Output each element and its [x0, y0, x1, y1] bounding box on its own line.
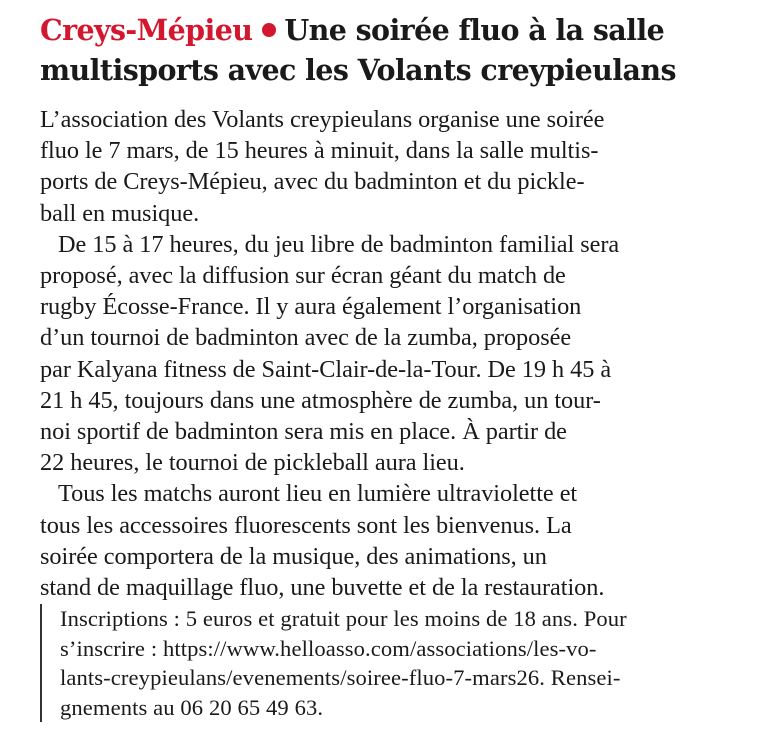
paragraph-3: [40, 478, 760, 603]
text-line: L’association des Volants creypieulans organise une soirée: [40, 106, 605, 133]
text-line: Tous les matchs auront lieu en lumière ultraviolette et: [58, 480, 578, 508]
text-line: proposé, avec la diffusion sur écran géant du match de: [40, 262, 566, 290]
text-line: stand de maquillage fluo, une buvette et de la restauration.: [40, 574, 605, 602]
article-body: [40, 104, 760, 603]
text-line: De 15 à 17 heures, du jeu libre de badminton familial sera: [58, 230, 620, 258]
paragraph-2: [40, 229, 760, 479]
info-line-phone: gnements au 06 20 65 49 63.: [60, 694, 324, 720]
article: [40, 10, 760, 603]
text-line: 21 h 45, toujours dans une atmosphère de zumba, un tour-: [40, 386, 601, 414]
text-line: d’un tournoi de badminton avec de la zumba, proposée: [40, 324, 572, 352]
info-line-with-url: s’inscrire : https://www.helloasso.com/associations/les-vo-: [60, 635, 597, 661]
text-line: rugby Écosse-France. Il y aura également l’organisation: [40, 293, 582, 321]
info-line-with-url: lants-creypieulans/evenements/soiree-fluo-7-mars26. Rensei-: [60, 665, 621, 690]
text-line: ports de Creys-Mépieu, avec du badminton et du pickle-: [40, 168, 585, 196]
text-line: par Kalyana fitness de Saint-Clair-de-la-Tour. De 19 h 45 à: [40, 355, 612, 383]
info-box: [40, 604, 760, 722]
headline-location: Creys-Mépieu: [40, 13, 253, 47]
headline-title-line-1: Une soirée fluo à la salle: [284, 13, 665, 47]
text-line: fluo le 7 mars, de 15 heures à minuit, dans la salle multis-: [40, 137, 599, 165]
text-line: soirée comportera de la musique, des animations, un: [40, 542, 547, 570]
text-line: 22 heures, le tournoi de pickleball aura lieu.: [40, 449, 465, 477]
text-line: tous les accessoires fluorescents sont les bienvenus. La: [40, 511, 572, 539]
text-line: noi sportif de badminton sera mis en place. À partir de: [40, 418, 567, 446]
paragraph-1: [40, 104, 760, 229]
text-line: ball en musique.: [40, 199, 200, 227]
info-line: Inscriptions : 5 euros et gratuit pour les moins de 18 ans. Pour: [60, 606, 627, 631]
bullet-dot-icon: [262, 23, 276, 37]
headline: [40, 10, 760, 90]
headline-title-line-2: multisports avec les Volants creypieulans: [40, 53, 676, 87]
